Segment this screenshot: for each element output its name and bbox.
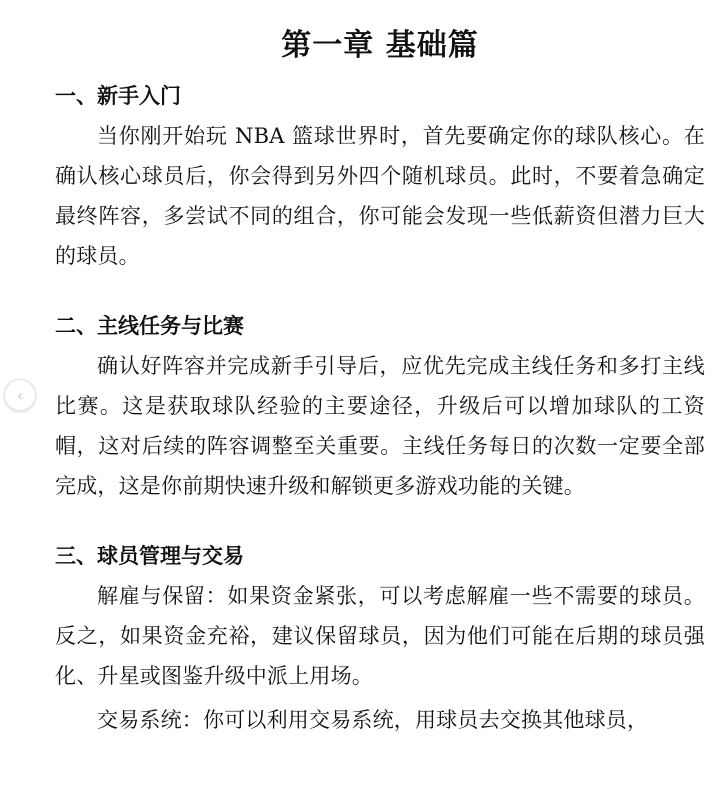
section-main-quest — [55, 306, 705, 506]
paragraph: 交易系统：你可以利用交易系统，用球员去交换其他球员， — [97, 708, 649, 732]
section-spacer — [55, 276, 705, 306]
paragraph: 解雇与保留：如果资金紧张，可以考虑解雇一些不需要的球员。反之，如果资金充裕，建议保留球员，因为他们可能在后期的球员强化、升星或图鉴升级中派上用场。 — [55, 584, 705, 688]
section-newbie — [55, 76, 705, 276]
paragraph: 确认好阵容并完成新手引导后，应优先完成主线任务和多打主线比赛。这是获取球队经验的主要途径，升级后可以增加球队的工资帽，这对后续的阵容调整至关重要。主线任务每日的次数一定要全部完成，这是你前期快速升级和解锁更多游戏功能的关键。 — [55, 354, 705, 498]
section-player-management — [55, 536, 705, 740]
section-heading: 三、球员管理与交易 — [55, 544, 244, 568]
section-heading: 二、主线任务与比赛 — [55, 314, 244, 338]
chapter-title: 第一章 基础篇 — [281, 28, 479, 63]
section-spacer — [55, 506, 705, 536]
document-page — [55, 22, 705, 740]
prev-page-glyph: ‹ — [16, 385, 24, 405]
section-heading: 一、新手入门 — [55, 84, 181, 108]
chevron-left-icon[interactable] — [4, 379, 36, 411]
paragraph: 当你刚开始玩 NBA 篮球世界时，首先要确定你的球队核心。在确认核心球员后，你会得到另外四个随机球员。此时，不要着急确定最终阵容，多尝试不同的组合，你可能会发现一些低薪资但潜力巨大的球员。 — [55, 124, 705, 268]
